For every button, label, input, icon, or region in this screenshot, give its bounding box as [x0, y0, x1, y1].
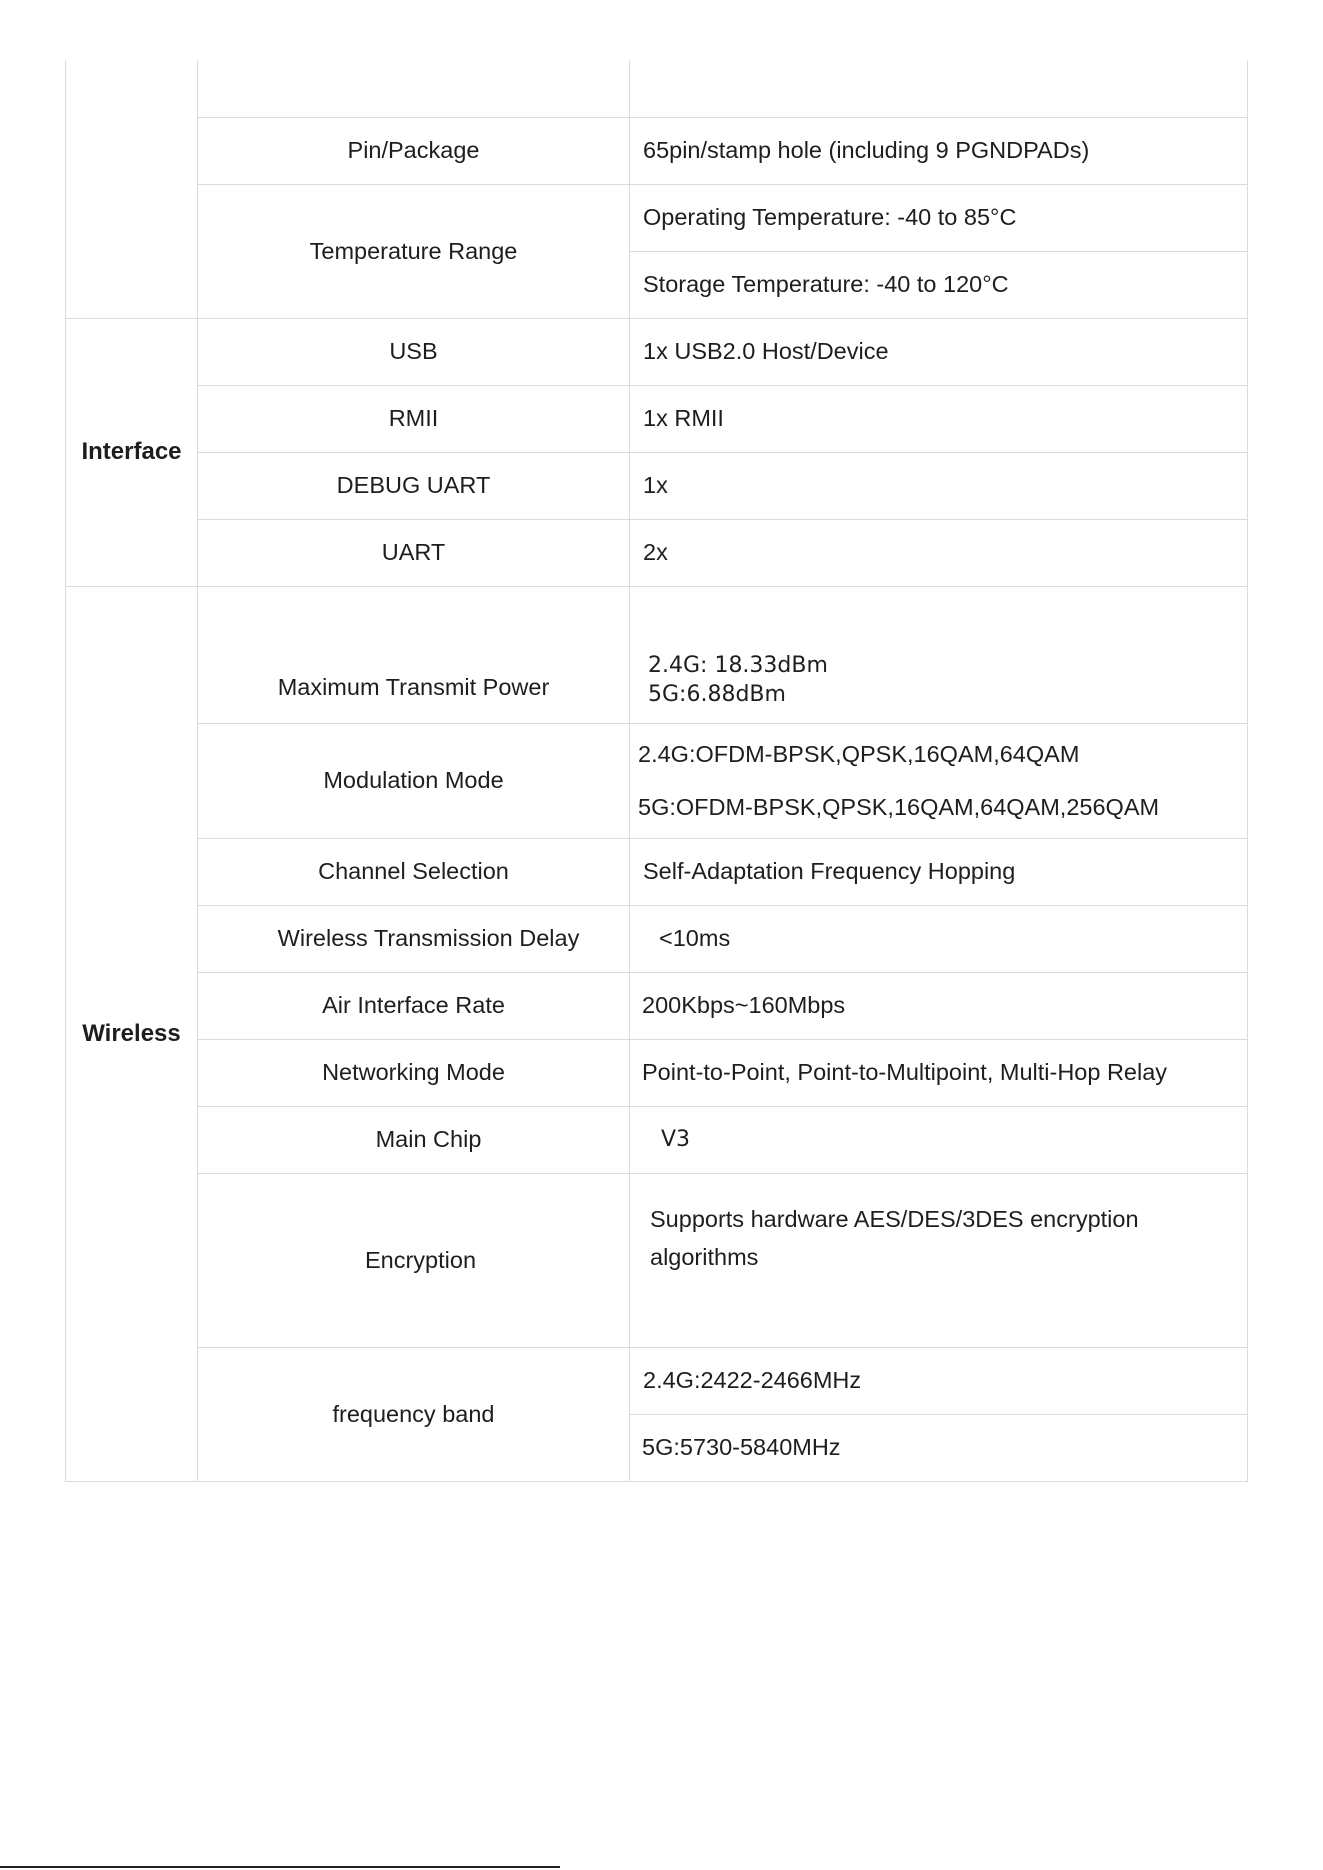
param-encryption: Encryption: [198, 1173, 630, 1347]
value-networking-mode: Point-to-Point, Point-to-Multipoint, Multi-Hop Relay: [630, 1039, 1248, 1106]
value-frequency-5g: 5G:5730-5840MHz: [630, 1414, 1248, 1481]
value-usb: 1x USB2.0 Host/Device: [630, 318, 1248, 385]
table-row: [66, 723, 1248, 838]
param-main-chip: Main Chip: [198, 1106, 630, 1173]
value-uart: 2x: [630, 519, 1248, 586]
modulation-2g: 2.4G:OFDM-BPSK,QPSK,16QAM,64QAM: [638, 740, 1080, 767]
category-wireless: Wireless: [66, 586, 198, 1481]
param-transmission-delay: Wireless Transmission Delay: [198, 905, 630, 972]
param-debug-uart: DEBUG UART: [198, 452, 630, 519]
max-power-2g: 2.4G: 18.33dBm: [648, 652, 828, 678]
value-cell-empty: [630, 60, 1248, 117]
table-row: [66, 117, 1248, 184]
table-row: [66, 60, 1248, 117]
param-networking-mode: Networking Mode: [198, 1039, 630, 1106]
spec-table: [65, 60, 1248, 1482]
param-pin-package: Pin/Package: [198, 117, 630, 184]
value-operating-temperature: Operating Temperature: -40 to 85°C: [630, 184, 1248, 251]
param-cell-empty: [198, 60, 630, 117]
encryption-line-1: Supports hardware AES/DES/3DES encryption: [650, 1205, 1139, 1232]
table-row: [66, 838, 1248, 905]
param-air-interface-rate: Air Interface Rate: [198, 972, 630, 1039]
page-footer-rule: [0, 1866, 560, 1868]
value-rmii: 1x RMII: [630, 385, 1248, 452]
param-usb: USB: [198, 318, 630, 385]
value-frequency-2g: 2.4G:2422-2466MHz: [630, 1347, 1248, 1414]
value-max-transmit-power: [630, 586, 1248, 723]
table-row: [66, 586, 1248, 723]
value-modulation-mode: [630, 723, 1248, 838]
table-row: [66, 1106, 1248, 1173]
table-row: [66, 519, 1248, 586]
table-row: [66, 318, 1248, 385]
value-storage-temperature: Storage Temperature: -40 to 120°C: [630, 251, 1248, 318]
param-max-transmit-power: Maximum Transmit Power: [198, 586, 630, 723]
value-debug-uart: 1x: [630, 452, 1248, 519]
category-interface: Interface: [66, 318, 198, 586]
table-row: [66, 385, 1248, 452]
value-pin-package: 65pin/stamp hole (including 9 PGNDPADs): [630, 117, 1248, 184]
param-temperature-range: Temperature Range: [198, 184, 630, 318]
table-row: [66, 184, 1248, 251]
param-rmii: RMII: [198, 385, 630, 452]
table-row: [66, 1173, 1248, 1347]
param-frequency-band: frequency band: [198, 1347, 630, 1481]
param-modulation-mode: Modulation Mode: [198, 723, 630, 838]
param-uart: UART: [198, 519, 630, 586]
value-air-interface-rate: 200Kbps~160Mbps: [630, 972, 1248, 1039]
param-channel-selection: Channel Selection: [198, 838, 630, 905]
modulation-5g: 5G:OFDM-BPSK,QPSK,16QAM,64QAM,256QAM: [638, 793, 1160, 820]
value-main-chip: V3: [630, 1106, 1248, 1173]
table-row: [66, 972, 1248, 1039]
max-power-5g: 5G:6.88dBm: [648, 681, 786, 707]
value-channel-selection: Self-Adaptation Frequency Hopping: [630, 838, 1248, 905]
table-row: [66, 1039, 1248, 1106]
table-row: [66, 905, 1248, 972]
value-encryption: [630, 1173, 1248, 1347]
encryption-line-2: algorithms: [650, 1243, 759, 1270]
table-row: [66, 452, 1248, 519]
table-row: [66, 1347, 1248, 1414]
category-cell-continued: [66, 60, 198, 318]
value-transmission-delay: <10ms: [630, 905, 1248, 972]
